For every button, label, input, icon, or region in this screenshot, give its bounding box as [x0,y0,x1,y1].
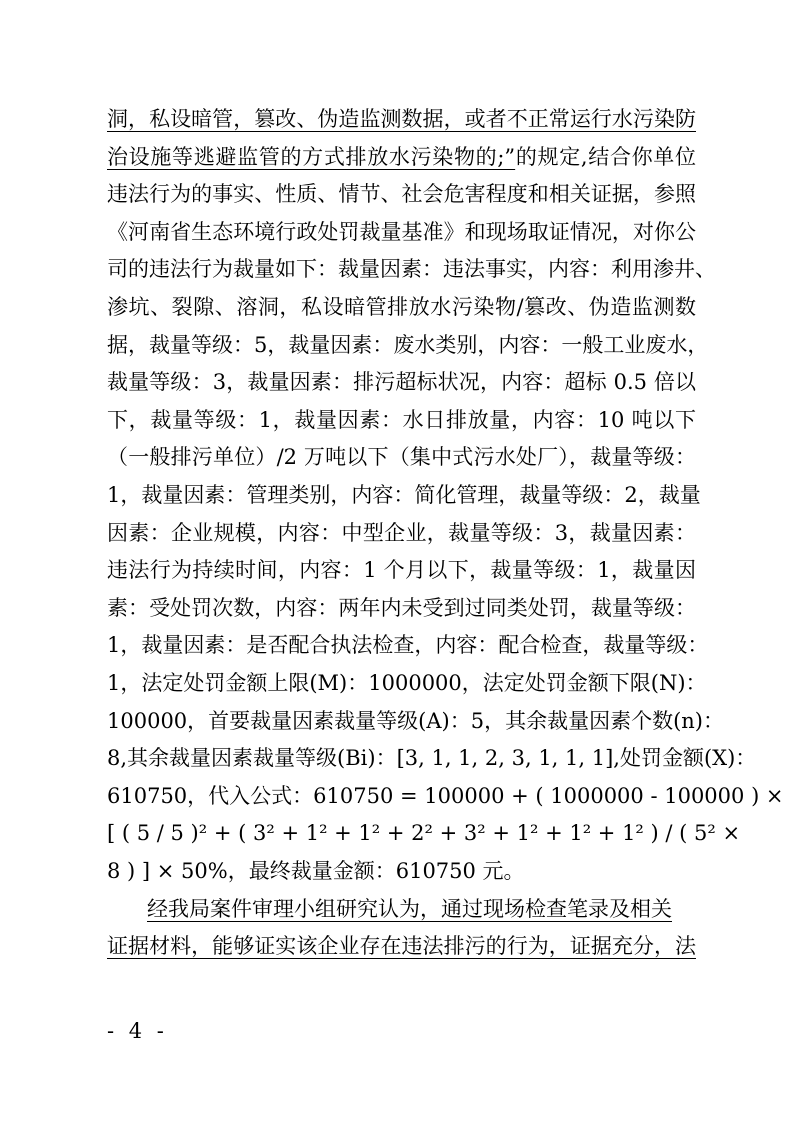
text-segment: 裁量等级：3，裁量因素：排污超标状况，内容：超标 0.5 倍以 [107,370,696,395]
text-segment: 1，裁量因素：是否配合执法检查，内容：配合检查，裁量等级： [107,633,709,658]
text-line [107,215,696,249]
text-line [107,516,696,550]
underlined-text: 洞，私设暗管，篡改、伪造监测数据，或者不正常运行水污染防 [107,107,696,131]
text-segment: 违法行为持续时间，内容：1 个月以下，裁量等级：1，裁量因 [107,558,696,583]
text-line [107,892,696,926]
text-segment: 违法行为的事实、性质、情节、社会危害程度和相关证据，参照 [107,182,696,207]
text-segment: （一般排污单位）/2 万吨以下（集中式污水处厂），裁量等级： [107,445,696,470]
text-line [107,478,701,512]
text-segment: 8 ) ] × 50%，最终裁量金额：610750 元。 [107,859,525,883]
text-line [107,591,696,625]
text-segment: [ ( 5 / 5 )² + ( 3² + 1² + 1² + 2² + 3² + 1² + 1² + 1² ) / ( 5² × [107,821,741,846]
text-line [107,816,741,850]
text-line [107,779,784,813]
text-line [107,403,696,437]
text-line [107,741,757,775]
text-line [107,553,696,587]
text-line [107,252,716,286]
text-line [107,929,696,963]
text-line [107,854,696,888]
text-line [107,140,696,174]
text-line [107,365,696,399]
text-segment: 因素：企业规模，内容：中型企业，裁量等级：3，裁量因素： [107,520,696,545]
text-line [107,440,696,474]
text-segment: 1，裁量因素：管理类别，内容：简化管理，裁量等级：2，裁量 [107,483,701,507]
text-line [107,102,696,136]
text-line [107,666,707,700]
page-number: - 4 - [107,1019,168,1043]
underlined-text: 治设施等逃避监管的方式排放水污染物的;” [107,144,516,169]
text-segment: 1，法定处罚金额上限(M)：1000000，法定处罚金额下限(N)： [107,671,707,695]
text-segment: 100000，首要裁量因素裁量等级(A)：5，其余裁量因素个数(n)： [107,708,724,733]
underlined-text: 证据材料，能够证实该企业存在违法排污的行为，证据充分，法 [107,934,696,959]
text-line [107,177,696,211]
text-segment: 据，裁量等级：5，裁量因素：废水类别，内容：一般工业废水， [107,332,709,357]
text-line [107,628,709,662]
text-segment: 司的违法行为裁量如下：裁量因素：违法事实，内容：利用渗井、 [107,257,716,282]
text-line [107,328,709,362]
text-segment: 610750，代入公式：610750 = 100000 + ( 1000000 - 100000 ) × [107,783,784,808]
text-segment: 的规定,结合你单位 [515,144,696,169]
text-segment: 8,其余裁量因素裁量等级(Bi)：[3, 1, 1, 2, 3, 1, 1, 1],处罚金额(X)： [107,746,757,771]
text-line [107,290,696,324]
text-segment: 《河南省生态环境行政处罚裁量基准》和现场取证情况，对你公 [107,219,696,244]
text-segment: 渗坑、裂隙、溶洞，私设暗管排放水污染物/篡改、伪造监测数 [107,295,696,319]
underlined-text: 经我局案件审理小组研究认为，通过现场检查笔录及相关 [147,896,672,921]
text-segment: 下，裁量等级：1，裁量因素：水日排放量，内容：10 吨以下 [107,407,696,432]
text-segment: 素：受处罚次数，内容：两年内未受到过同类处罚，裁量等级： [107,595,696,620]
text-line [107,704,724,738]
